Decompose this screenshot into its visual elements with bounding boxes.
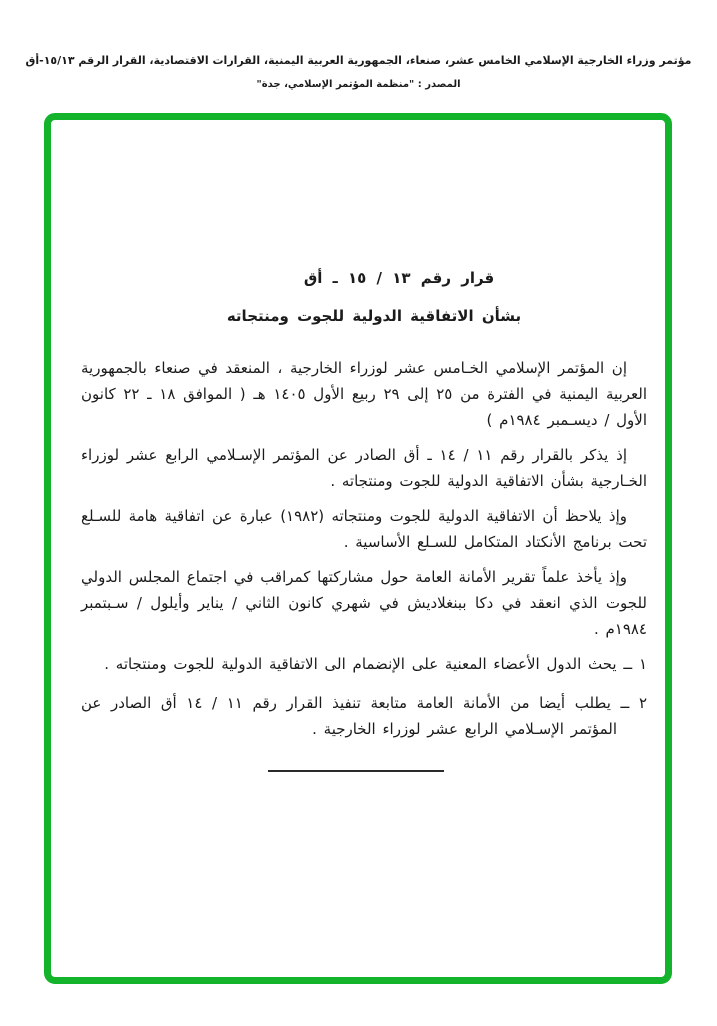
preamble-session-paragraph: إن المؤتمر الإسلامي الخـامس عشر لوزراء الخارجية ، المنعقد في صنعاء بالجمهورية العربية اليمنية في الفترة من ٢٥ إلى ٢٩ ربيع الأول ١٤٠٥ هـ ( الموافق ١٨ ـ ٢٢ كانون الأول / ديسـمبر ١٩٨٤م ): [81, 359, 647, 429]
document-header: [0, 52, 717, 92]
end-divider: [268, 770, 444, 772]
operative-item-2: ٢ ــ يطلب أيضا من الأمانة العامة متابعة تنفيذ القرار رقم ١١ / ١٤ أق الصادر عن المؤتمر الإسـلامي الرابع عشر لوزراء الخارجية .: [81, 694, 647, 738]
preamble-noting-paragraph: وإذ يلاحظ أن الاتفاقية الدولية للجوت ومنتجاته (١٩٨٢) عبارة عن اتفاقية هامة للسـلع تحت برنامج الأنكتاد المتكامل للسـلع الأساسية .: [81, 507, 647, 551]
operative-item-1: ١ ــ يحث الدول الأعضاء المعنية على الإنضمام الى الاتفاقية الدولية للجوت ومنتجاته .: [104, 655, 647, 673]
header-citation: مؤتمر وزراء الخارجية الإسلامي الخامس عشر، صنعاء، الجمهورية العربية اليمنية، القرارات الاقتصادية، القرار الرقم ١٥/١٣-أق: [25, 54, 692, 67]
resolution-subject-heading: بشأن الاتفاقية الدولية للجوت ومنتجاته: [226, 307, 522, 325]
document-body: [51, 120, 665, 772]
header-source: المصدر : "منظمة المؤتمر الإسلامي، جدة": [256, 79, 461, 90]
preamble-recalling-paragraph: إذ يذكر بالقرار رقم ١١ / ١٤ ـ أق الصادر عن المؤتمر الإسـلامي الرابع عشر لوزراء الخـارجية بشأن الاتفاقية الدولية للجوت ومنتجاته .: [81, 446, 647, 490]
preamble-taking-note-paragraph: وإذ يأخذ علماً تقرير الأمانة العامة حول مشاركتها كمراقب في اجتماع المجلس الدولي للجوت الذي انعقد في دكا ببنغلاديش في شهري كانون الثاني / يناير وأيلول / سـبتمبر ١٩٨٤م .: [81, 568, 647, 638]
annotation-frame: [44, 113, 672, 984]
resolution-number-heading: قرار رقم ١٣ / ١٥ ـ أق: [303, 269, 495, 287]
